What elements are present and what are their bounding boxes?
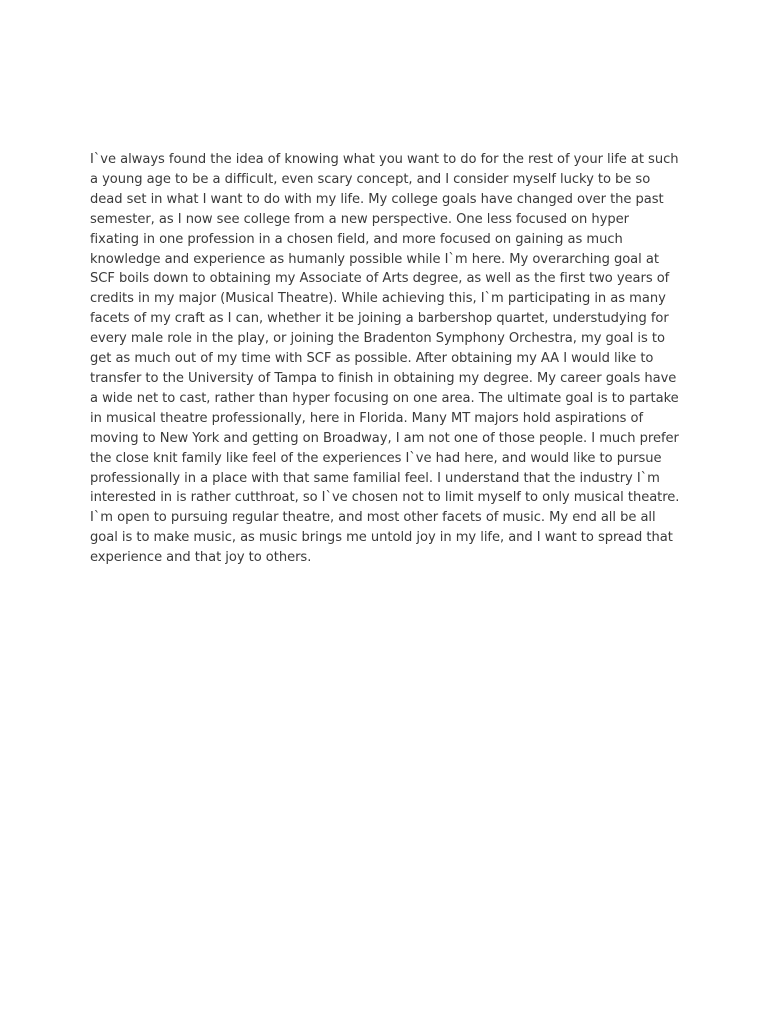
essay-paragraph: I`ve always found the idea of knowing what you want to do for the rest of your life at such a young age to be a difficult, even scary concept, and I consider myself lucky to be so dead set in what I want to do with my life. My college goals have changed over the past semester, as I now see college from a new perspective. One less focused on hyper fixating in one profession in a chosen field, and more focused on gaining as much knowledge and experience as humanly possible while I`m here. My overarching goal at SCF boils down to obtaining my Associate of Arts degree, as well as the first two years of credits in my major (Musical Theatre). While achieving this, I`m participating in as many facets of my craft as I can, whether it be joining a barbershop quartet, understudying for every male role in the play, or joining the Bradenton Symphony Orchestra, my goal is to get as much out of my time with SCF as possible. After obtaining my AA I would like to transfer to the University of Tampa to finish in obtaining my degree. My career goals have a wide net to cast, rather than hyper focusing on one area. The ultimate goal is to partake in musical theatre professionally, here in Florida. Many MT majors hold aspirations of moving to New York and getting on Broadway, I am not one of those people. I much prefer the close knit family like feel of the experiences I`ve had here, and would like to pursue professionally in a place with that same familial feel. I understand that the industry I`m interested in is rather cutthroat, so I`ve chosen not to limit myself to only musical theatre. I`m open to pursuing regular theatre, and most other facets of music. My end all be all goal is to make music, as music brings me untold joy in my life, and I want to spread that experience and that joy to others. (90, 152, 680, 566)
